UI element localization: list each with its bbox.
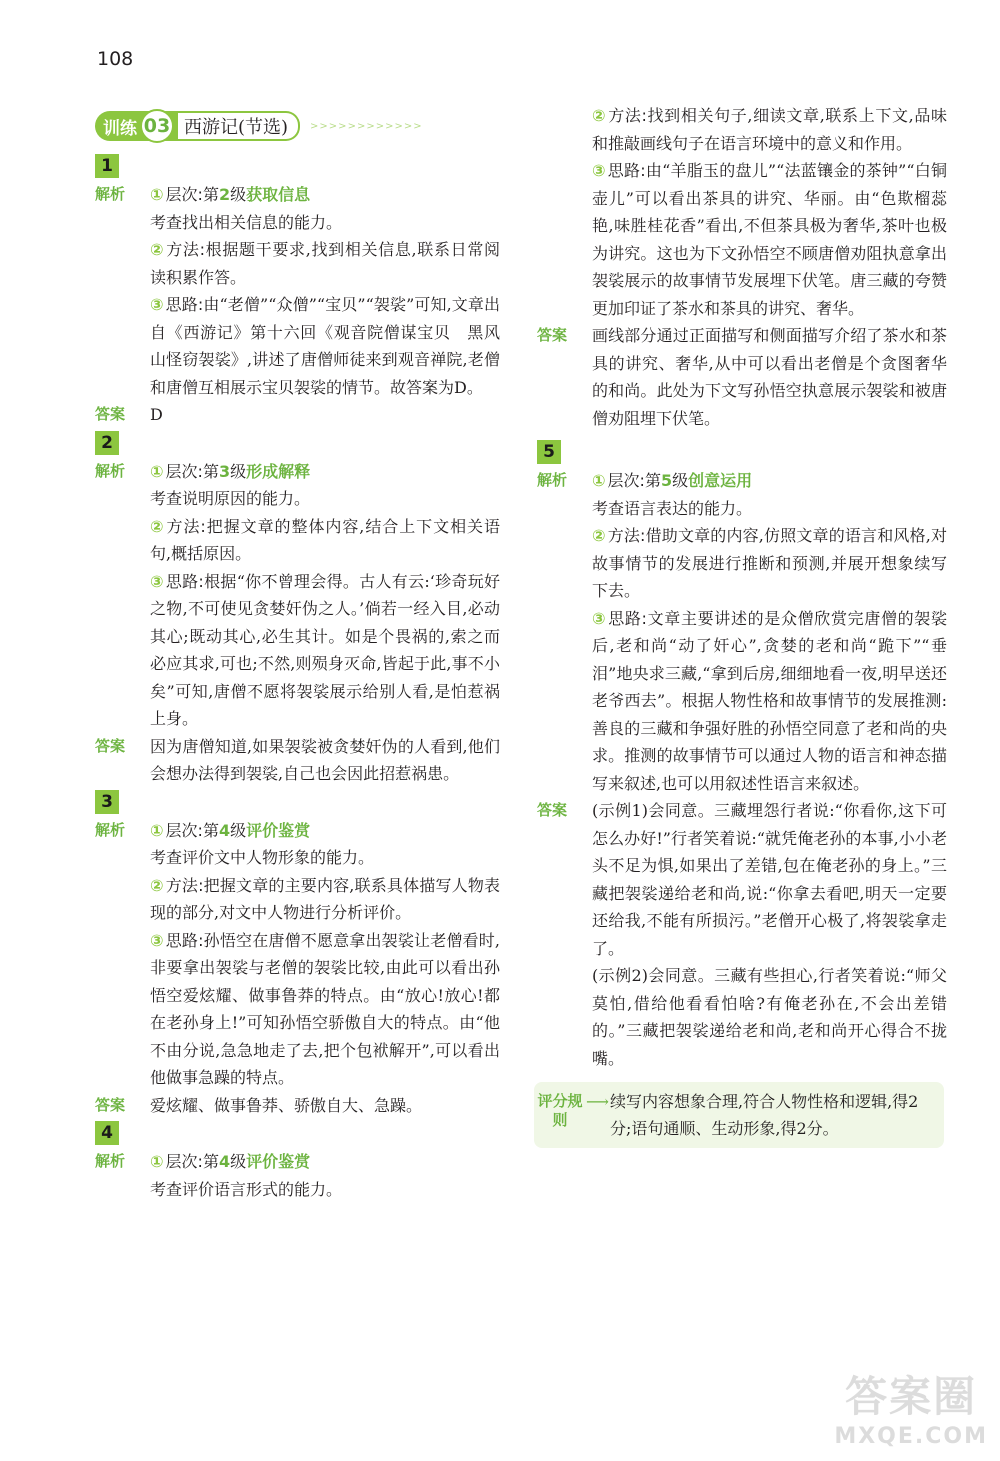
question-block-3	[95, 788, 500, 1120]
left-column	[95, 108, 500, 1203]
answer-text: 因为唐僧知道,如果袈裟被贪婪奸伪的人看到,他们会想办法得到袈裟,自己也会因此招惹祸患。	[150, 736, 500, 783]
answer-text: 画线部分通过正面描写和侧面描写介绍了茶水和茶具的讲究、奢华,从中可以看出老僧是个贪图奢华的和尚。此处为下文写孙悟空执意展示袈裟和被唐僧劝阻埋下伏笔。	[592, 326, 947, 428]
thinking-text: 由“老僧”“众僧”“宝贝”“袈裟”可知,文章出自《西游记》第十六回《观音院僧谋宝贝 黑风山怪窃袈裟》,讲述了唐僧师徒来到观音禅院,老僧和唐僧互相展示宝贝袈裟的情节。故答案为D。	[150, 295, 500, 397]
ability-text: 考查找出相关信息的能力。	[150, 212, 343, 232]
arrow-right-icon: ⟶	[586, 1092, 609, 1111]
question-block-1	[95, 152, 500, 429]
step-3-icon: ③	[592, 608, 607, 628]
analysis-tag: 解析	[95, 185, 126, 203]
page-number: 108	[97, 48, 134, 70]
step-2-icon: ②	[592, 106, 607, 125]
step-2-icon: ②	[150, 516, 165, 536]
thinking-text: 根据“你不曾理会得。古人有云:‘珍奇玩好之物,不可使见贪婪奸伪之人。’倘若一经入目,必动其心;既动其心,必生其计。如是个畏祸的,索之而必应其求,可也;不然,则殒身灭命,皆起于此,事不小矣”可知,唐僧不愿将袈裟展示给别人看,是怕惹祸上身。	[150, 571, 500, 728]
question-block-4-continued	[537, 102, 947, 432]
question-number: 4	[95, 1121, 119, 1145]
section-title: 西游记(节选)	[178, 111, 300, 141]
answer-tag: 答案	[537, 801, 568, 819]
analysis-tag: 解析	[537, 471, 568, 489]
analysis-row	[95, 181, 500, 401]
ability-text: 考查说明原因的能力。	[150, 489, 311, 508]
answer-row	[95, 401, 500, 429]
analysis-body: ① 层次:第5级创意运用 考查语言表达的能力。 ② 方法:借助文章的内容,仿照文章的语言和风格,对故事情节的发展进行推断和预测,并展开想象续写下去。 ③ 思路:文章主要讲述的是众僧欣赏完唐僧的袈裟后,老和尚“动了奸心”,贪婪的老和尚“跪下”“垂泪”地央求三藏,“拿到后房,细细地看一夜,明早送还老爷西去”。根据人物性格和故事情节的发展推测:善良的三藏和争强好胜的孙悟空同意了老和尚的央求。推测的故事情节可以通过人物的语言和神态描写来叙述,也可以用叙述性语言来叙述。	[592, 471, 947, 793]
thinking-text: 孙悟空在唐僧不愿意拿出袈裟让老僧看时,非要拿出袈裟与老僧的袈裟比较,由此可以看出孙悟空爱炫耀、做事鲁莽的特点。由“放心!放心!都在老孙身上!”可知孙悟空骄傲自大的特点。由“他不由分说,急急地走了去,把个包袱解开”,可以看出他做事急躁的特点。	[150, 930, 501, 1087]
analysis-tag: 解析	[95, 820, 126, 839]
answer-example-1: (示例1)会同意。三藏埋怨行者说:“你看你,这下可怎么办好!”行者笑着说:“就凭俺老孙的本事,小小老头不足为惧,如果出了差错,包在俺老孙的身上。”三藏把袈裟递给老和尚,说:“你拿去看吧,明天一定要还给我,不能有所损污。”老僧开心极了,将袈裟拿走了。	[592, 801, 947, 958]
scoring-rules-box	[534, 1082, 944, 1148]
ability-text: 考查评价语言形式的能力。	[150, 1179, 343, 1199]
analysis-tag: 解析	[95, 461, 126, 480]
answer-body	[592, 797, 947, 1072]
analysis-body: ① 层次:第3级形成解释 考查说明原因的能力。 ② 方法:把握文章的整体内容,结合上下文相关语句,概括原因。 ③ 思路:根据“你不曾理会得。古人有云:‘珍奇玩好之物,不可使见贪婪奸伪之人。’倘若一经入目,必动其心;既动其心,必生其计。如是个畏祸的,索之而必应其求,可也;不然,则殒身灭命,皆起于此,事不小矣”可知,唐僧不愿将袈裟展示给别人看,是怕惹祸上身。	[150, 461, 500, 728]
step-1-icon: ①	[150, 1152, 164, 1171]
analysis-body: ① 层次:第4级评价鉴赏 考查评价语言形式的能力。	[150, 1148, 500, 1203]
training-number: 03	[140, 109, 174, 143]
question-block-4	[95, 1119, 500, 1203]
step-3-icon: ③	[150, 930, 164, 950]
answer-tag: 答案	[537, 326, 568, 344]
question-number: 1	[95, 154, 119, 178]
question-number: 3	[95, 790, 119, 814]
step-3-icon: ③	[150, 571, 164, 591]
analysis-row	[95, 1148, 500, 1203]
ability-text: 考查评价文中人物形象的能力。	[150, 848, 375, 867]
analysis-body: ① 层次:第2级获取信息 考查找出相关信息的能力。 ② 方法:根据题干要求,找到相关信息,联系日常阅读积累作答。 ③ 思路:由“老僧”“众僧”“宝贝”“袈裟”可知,文章出自《西游记》第十六回《观音院僧谋宝贝 黑风山怪窃袈裟》,讲述了唐僧师徒来到观音禅院,老僧和唐僧互相展示宝贝袈裟的情节。故答案为D。	[150, 185, 500, 397]
answer-text: 爱炫耀、做事鲁莽、骄傲自大、急躁。	[150, 1095, 423, 1115]
analysis-body: ① 层次:第4级评价鉴赏 考查评价文中人物形象的能力。 ② 方法:把握文章的主要内容,联系具体描写人物表现的部分,对文中人物进行分析评价。 ③ 思路:孙悟空在唐僧不愿意拿出袈裟让老僧看时,非要拿出袈裟与老僧的袈裟比较,由此可以看出孙悟空爱炫耀、做事鲁莽的特点。由“放心!放心!都在老孙身上!”可知孙悟空骄傲自大的特点。由“他不由分说,急急地走了去,把个包袱解开”,可以看出他做事急躁的特点。	[150, 820, 501, 1087]
step-2-icon: ②	[150, 875, 164, 895]
method-text: 根据题干要求,找到相关信息,联系日常阅读积累作答。	[150, 240, 500, 287]
training-badge	[95, 111, 178, 141]
question-block-2	[95, 429, 500, 788]
method-text: 找到相关句子,细读文章,联系上下文,品味和推敲画线句子在语言环境中的意义和作用。	[592, 106, 948, 153]
step-3-icon: ③	[150, 295, 164, 314]
question-number: 2	[95, 431, 119, 455]
answer-example-2: (示例2)会同意。三藏有些担心,行者笑着说:“师父莫怕,借给他看看怕啥?有俺老孙在,不会出差错的。”三藏把袈裟递给老和尚,老和尚开心得合不拢嘴。	[592, 966, 947, 1068]
step-1-icon: ①	[150, 461, 164, 481]
answer-row	[95, 1092, 500, 1120]
analysis-body: ② 方法:找到相关句子,细读文章,联系上下文,品味和推敲画线句子在语言环境中的意义和作用。 ③ 思路:由“羊脂玉的盘儿”“法蓝镶金的茶钟”“白铜壶儿”可以看出茶具的讲究、华丽。由“色欺榴蕊艳,味胜桂花香”看出,不但茶具极为奢华,茶叶也极为讲究。这也为下文孙悟空不顾唐僧劝阻执意拿出袈裟展示的故事情节发展埋下伏笔。唐三藏的夸赞更加印证了茶水和茶具的讲究、奢华。	[592, 106, 948, 318]
answer-row	[95, 733, 500, 788]
watermark-logo: 答案圈 MXQE.COM	[834, 1372, 988, 1449]
right-column	[537, 102, 947, 1148]
training-badge-label: 训练	[103, 118, 137, 139]
ability-text: 考查语言表达的能力。	[592, 498, 753, 518]
method-text: 把握文章的整体内容,结合上下文相关语句,概括原因。	[150, 516, 500, 563]
analysis-row	[537, 467, 947, 797]
method-text: 借助文章的内容,仿照文章的语言和风格,对故事情节的发展进行推断和预测,并展开想象续写下去。	[592, 526, 947, 600]
answer-tag: 答案	[95, 1095, 126, 1114]
method-text: 把握文章的主要内容,联系具体描写人物表现的部分,对文中人物进行分析评价。	[150, 875, 501, 922]
answer-text: D	[150, 405, 163, 424]
scoring-rules-text: 续写内容想象合理,符合人物性格和逻辑,得2分;语句通顺、生动形象,得2分。	[610, 1092, 919, 1138]
answer-tag: 答案	[95, 736, 126, 755]
question-block-5	[537, 438, 947, 1148]
analysis-row	[95, 817, 500, 1092]
question-number: 5	[537, 440, 561, 464]
step-2-icon: ②	[592, 526, 606, 545]
thinking-text: 文章主要讲述的是众僧欣赏完唐僧的袈裟后,老和尚“动了奸心”,贪婪的老和尚“跪下”“垂泪”地央求三藏,“拿到后房,细细地看一夜,明早送还老爷西去”。根据人物性格和故事情节的发展推测:善良的三藏和争强好胜的孙悟空同意了老和尚的央求。推测的故事情节可以通过人物的语言和神态描写来叙述,也可以用叙述性语言来叙述。	[592, 608, 947, 793]
answer-row	[537, 797, 947, 1072]
step-3-icon: ③	[592, 161, 606, 180]
step-2-icon: ②	[150, 240, 165, 259]
arrows-decoration-icon: >>>>>>>>>>>>	[310, 120, 423, 132]
analysis-row	[537, 102, 947, 322]
step-1-icon: ①	[150, 185, 164, 204]
section-banner	[95, 108, 500, 144]
analysis-tag: 解析	[95, 1152, 126, 1170]
step-1-icon: ①	[150, 820, 164, 840]
thinking-text: 由“羊脂玉的盘儿”“法蓝镶金的茶钟”“白铜壶儿”可以看出茶具的讲究、华丽。由“色欺榴蕊艳,味胜桂花香”看出,不但茶具极为奢华,茶叶也极为讲究。这也为下文孙悟空不顾唐僧劝阻执意拿出袈裟展示的故事情节发展埋下伏笔。唐三藏的夸赞更加印证了茶水和茶具的讲究、奢华。	[592, 161, 947, 318]
answer-tag: 答案	[95, 405, 126, 423]
scoring-rules-tag: 评分规则	[537, 1092, 583, 1129]
analysis-row	[95, 458, 500, 733]
answer-row	[537, 322, 947, 432]
step-1-icon: ①	[592, 471, 606, 490]
